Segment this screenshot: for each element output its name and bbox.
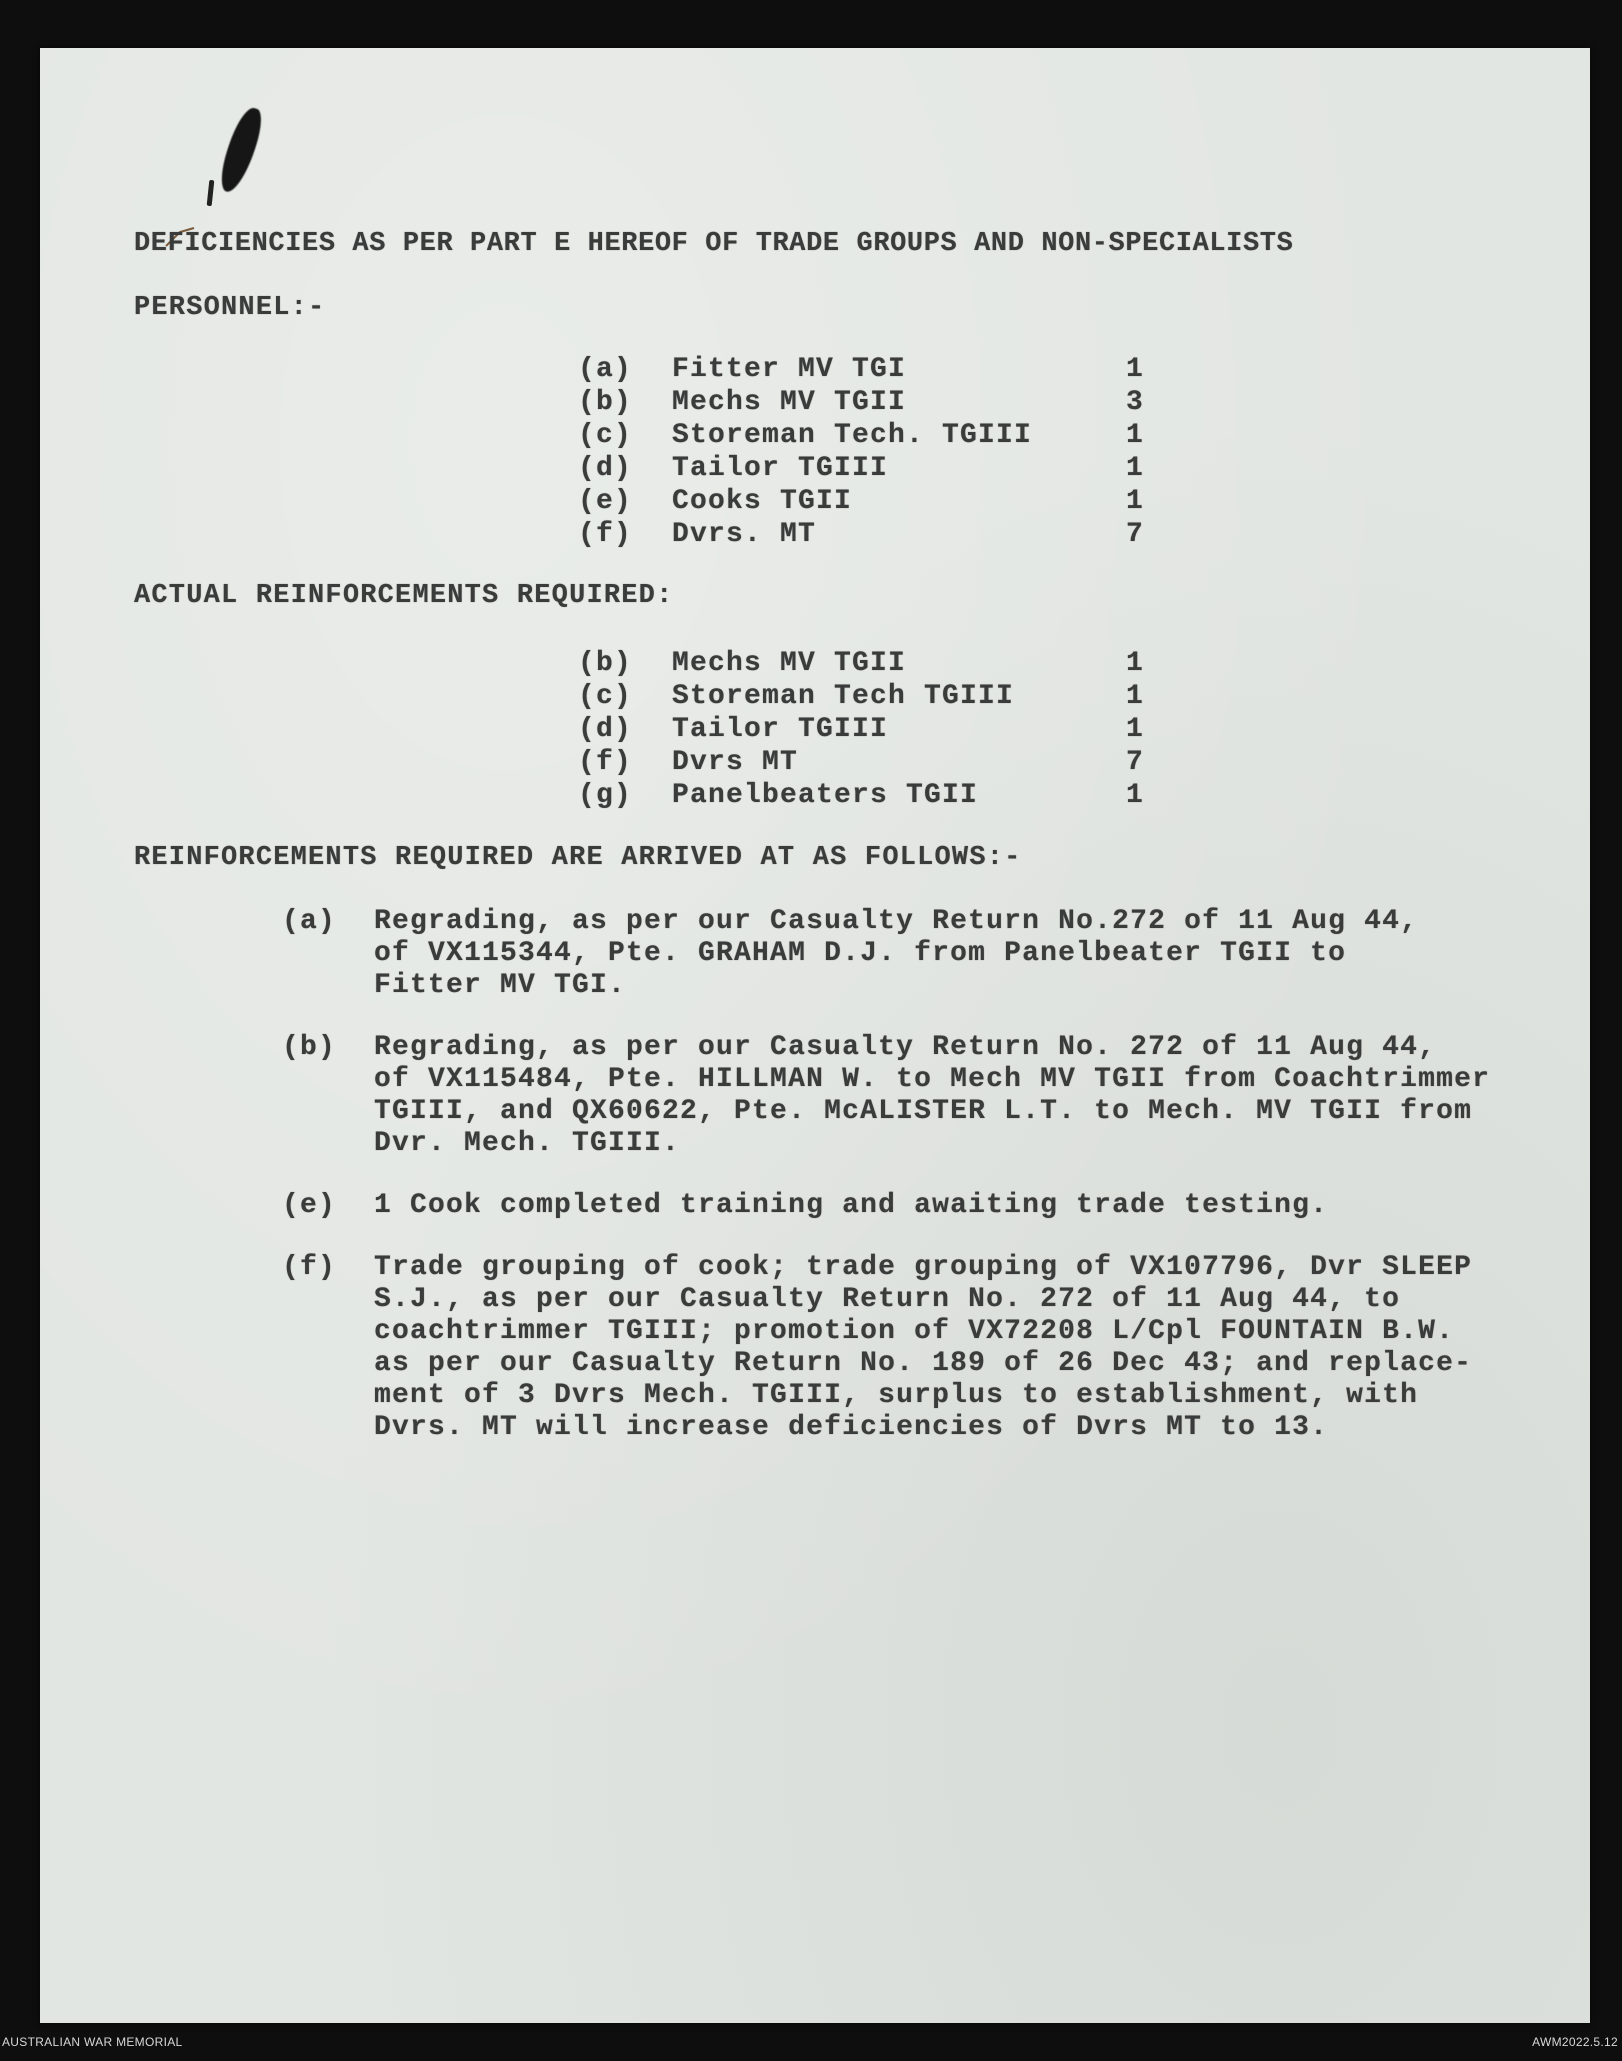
item-label: (d) — [578, 453, 633, 484]
item-label: (b) — [578, 648, 633, 679]
explanation-text: Regrading, as per our Casualty Return No.272 of 11 Aug 44, of VX115344, Pte. GRAHAM D.J. from Panelbeater TGII to Fitter MV TGI. — [374, 906, 1419, 1001]
footer-archive-id: AWM2022.5.12 — [1532, 2035, 1618, 2049]
explanation-text: Trade grouping of cook; trade grouping of VX107796, Dvr SLEEP S.J., as per our Casualty Return No. 272 of 11 Aug 44, to coachtrimmer TGIII; promotion of VX72208 L/Cpl FOUNTAIN B.W. as per our Casualty Return No. 189 of 26 Dec 43; and replace- ment of 3 Dvrs Mech. TGIII, surplus to establishment, with Dvrs. MT will increase deficiencies of Dvrs MT to 13. — [374, 1252, 1473, 1443]
item-trade: Mechs MV TGII — [672, 387, 907, 418]
item-trade: Fitter MV TGI — [672, 354, 907, 385]
heading-personnel: PERSONNEL:- — [134, 293, 326, 323]
ink-blot — [215, 104, 267, 196]
explanation-label: (b) — [282, 1032, 337, 1063]
item-label: (c) — [578, 420, 633, 451]
item-label: (d) — [578, 714, 633, 745]
explanation-label: (f) — [282, 1252, 337, 1283]
item-label: (b) — [578, 387, 633, 418]
item-count: 1 — [1126, 354, 1145, 385]
item-trade: Storeman Tech TGIII — [672, 681, 1015, 712]
item-count: 1 — [1126, 714, 1145, 745]
item-count: 1 — [1126, 780, 1145, 811]
item-trade: Dvrs MT — [672, 747, 799, 778]
item-count: 1 — [1126, 486, 1145, 517]
explanation-label: (e) — [282, 1190, 337, 1221]
item-trade: Cooks TGII — [672, 486, 853, 517]
item-trade: Tailor TGIII — [672, 453, 889, 484]
explanations-list — [282, 906, 1582, 1474]
item-trade: Dvrs. MT — [672, 519, 817, 550]
heading-arrived-as-follows: REINFORCEMENTS REQUIRED ARE ARRIVED AT AS FOLLOWS:- — [134, 843, 1022, 873]
item-trade: Tailor TGIII — [672, 714, 889, 745]
explanation-text: 1 Cook completed training and awaiting trade testing. — [374, 1190, 1329, 1221]
heading-actual-reinforcements: ACTUAL REINFORCEMENTS REQUIRED: — [134, 581, 674, 611]
ink-stroke — [207, 180, 215, 206]
heading-deficiencies: DEFICIENCIES AS PER PART E HEREOF OF TRADE GROUPS AND NON-SPECIALISTS — [134, 229, 1294, 259]
item-label: (e) — [578, 486, 633, 517]
item-trade: Mechs MV TGII — [672, 648, 907, 679]
item-count: 7 — [1126, 747, 1145, 778]
item-label: (a) — [578, 354, 633, 385]
explanation-item — [282, 1252, 1582, 1444]
explanation-item — [282, 1032, 1582, 1160]
item-count: 3 — [1126, 387, 1145, 418]
item-count: 1 — [1126, 420, 1145, 451]
item-count: 1 — [1126, 453, 1145, 484]
explanation-text: Regrading, as per our Casualty Return No. 272 of 11 Aug 44, of VX115484, Pte. HILLMAN W. to Mech MV TGII from Coachtrimmer TGIII, and QX60622, Pte. McALISTER L.T. to Mech. MV TGII from Dvr. Mech. TGIII. — [374, 1032, 1491, 1159]
item-label: (f) — [578, 519, 633, 550]
explanation-label: (a) — [282, 906, 337, 937]
item-count: 7 — [1126, 519, 1145, 550]
item-label: (c) — [578, 681, 633, 712]
item-label: (g) — [578, 780, 633, 811]
item-trade: Storeman Tech. TGIII — [672, 420, 1033, 451]
explanation-item — [282, 906, 1582, 1002]
item-label: (f) — [578, 747, 633, 778]
footer-archive-name: AUSTRALIAN WAR MEMORIAL — [2, 2035, 183, 2049]
explanation-item — [282, 1190, 1582, 1222]
item-count: 1 — [1126, 648, 1145, 679]
item-trade: Panelbeaters TGII — [672, 780, 979, 811]
document-page — [40, 48, 1590, 2023]
item-count: 1 — [1126, 681, 1145, 712]
